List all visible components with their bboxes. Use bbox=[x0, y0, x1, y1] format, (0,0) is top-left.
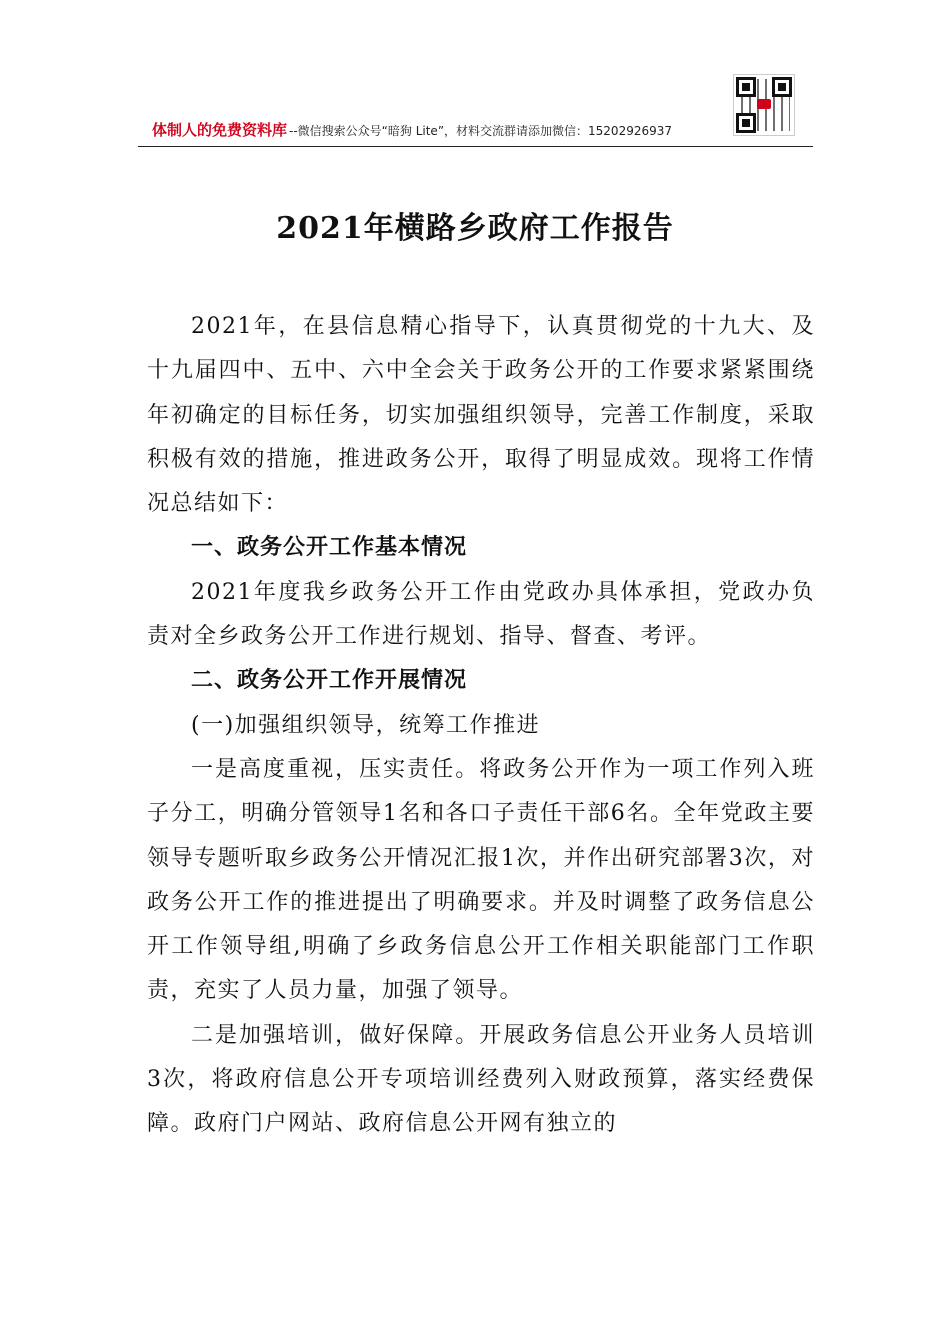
paragraph-point-1: 一是高度重视，压实责任。将政务公开作为一项工作列入班子分工，明确分管领导1名和各口子责任干部6名。全年党政主要领导专题听取乡政务公开情况汇报1次，并作出研究部署3次，对政务公开工作的推进提出了明确要求。并及时调整了政务信息公开工作领导组,明确了乡政务信息公开工作相关职能部门工作职责，充实了人员力量，加强了领导。 bbox=[147, 756, 815, 1004]
section-heading-1: 一、政务公开工作基本情况 bbox=[191, 535, 468, 561]
paragraph-point-2: 二是加强培训，做好保障。开展政务信息公开业务人员培训3次，将政府信息公开专项培训经费列入财政预算，落实经费保障。政府门户网站、政府信息公开网有独立的 bbox=[147, 1022, 815, 1137]
qr-code-icon bbox=[733, 74, 795, 136]
section-1-paragraph: 2021年度我乡政务公开工作由党政办具体承担，党政办负责对全乡政务公开工作进行规划、指导、督查、考评。 bbox=[147, 579, 815, 650]
document-title: 2021年横路乡政府工作报告 bbox=[276, 211, 674, 246]
qr-finder-top-right bbox=[772, 77, 792, 97]
page-header bbox=[138, 72, 813, 147]
qr-finder-bottom-left bbox=[736, 113, 756, 133]
brand-name: 体制人的免费资料库 bbox=[152, 121, 288, 139]
document-body bbox=[147, 305, 815, 1147]
subsection-heading: (一)加强组织领导，统筹工作推进 bbox=[191, 712, 541, 738]
qr-logo bbox=[757, 99, 771, 109]
header-note: --微信搜索公众号“暗狗 Lite”，材料交流群请添加微信：15202926937 bbox=[289, 124, 673, 138]
intro-paragraph: 2021年，在县信息精心指导下，认真贯彻党的十九大、及十九届四中、五中、六中全会关于政务公开的工作要求紧紧围绕年初确定的目标任务，切实加强组织领导，完善工作制度，采取积极有效的措施，推进政务公开，取得了明显成效。现将工作情况总结如下： bbox=[147, 314, 815, 517]
header-text bbox=[152, 119, 672, 140]
qr-finder-top-left bbox=[736, 77, 756, 97]
section-heading-2: 二、政务公开工作开展情况 bbox=[191, 668, 468, 694]
